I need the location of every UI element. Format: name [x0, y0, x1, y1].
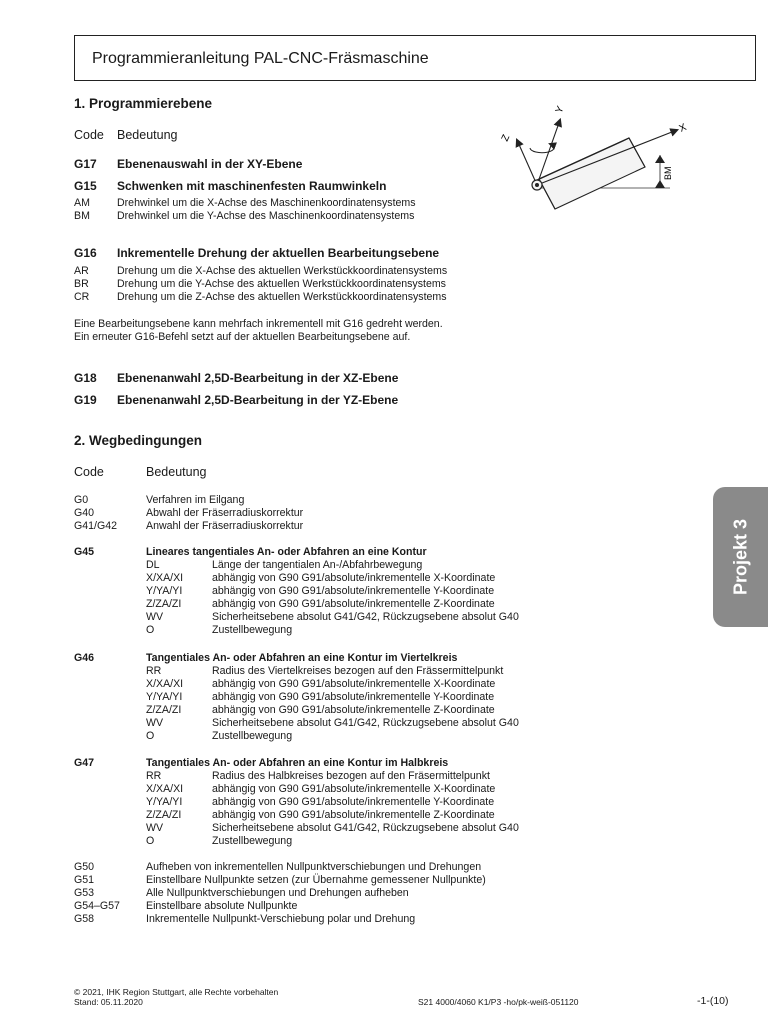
g15-param-text: Drehwinkel um die Y-Achse des Maschinenkoordinatensystems — [117, 210, 415, 222]
g47-param-code: Z/ZA/ZI — [146, 809, 182, 821]
coordinate-diagram — [495, 100, 710, 212]
g45-param-code: WV — [146, 611, 164, 623]
g16-param-code: BR — [74, 278, 89, 290]
axis-z-label: Z — [499, 133, 513, 144]
g15-code: G15 — [74, 179, 97, 193]
g16-param-text: Drehung um die Y-Achse des aktuellen Werkstückkoordinatensystems — [117, 278, 446, 290]
g47-text: Tangentiales An- oder Abfahren an eine Kontur im Halbkreis — [146, 757, 449, 769]
s2-col-meaning: Bedeutung — [146, 465, 207, 479]
g46-param-text: Sicherheitsebene absolut G41/G42, Rückzugsebene absolut G40 — [212, 717, 519, 729]
g16-note-2: Ein erneuter G16-Befehl setzt auf der aktuellen Bearbeitungsebene auf. — [74, 331, 411, 343]
g53-code: G53 — [74, 887, 95, 899]
g47-param-text: Zustellbewegung — [212, 835, 293, 847]
g18-code: G18 — [74, 371, 97, 385]
g47-code: G47 — [74, 757, 95, 769]
g58-text: Inkrementelle Nullpunkt-Verschiebung polar und Drehung — [146, 913, 416, 925]
g47-param-code: WV — [146, 822, 164, 834]
g47-param-text: Sicherheitsebene absolut G41/G42, Rückzugsebene absolut G40 — [212, 822, 519, 834]
section2-heading: 2. Wegbedingungen — [74, 433, 202, 448]
g45-param-text: abhängig von G90 G91/absolute/inkrementelle X-Koordinate — [212, 572, 496, 584]
g18-text: Ebenenanwahl 2,5D-Bearbeitung in der XZ-Ebene — [117, 371, 399, 385]
s1-col-code: Code — [74, 128, 104, 142]
g47-param-code: O — [146, 835, 155, 847]
g47-param-code: X/XA/XI — [146, 783, 184, 795]
g45-param-text: abhängig von G90 G91/absolute/inkrementelle Y-Koordinate — [212, 585, 495, 597]
g45-param-code: O — [146, 624, 155, 636]
g46-param-text: abhängig von G90 G91/absolute/inkrementelle Z-Koordinate — [212, 704, 495, 716]
g47-param-text: abhängig von G90 G91/absolute/inkrementelle Y-Koordinate — [212, 796, 495, 808]
g53-text: Alle Nullpunktverschiebungen und Drehungen aufheben — [146, 887, 409, 899]
title-box — [74, 35, 756, 81]
footer-page-number: -1-(10) — [697, 995, 729, 1007]
project-tab — [713, 487, 768, 627]
g45-param-text: Sicherheitsebene absolut G41/G42, Rückzugsebene absolut G40 — [212, 611, 519, 623]
g40-code: G40 — [74, 507, 95, 519]
g51-code: G51 — [74, 874, 95, 886]
g54-text: Einstellbare absolute Nullpunkte — [146, 900, 298, 912]
g45-text: Lineares tangentiales An- oder Abfahren an eine Kontur — [146, 546, 427, 558]
g46-text: Tangentiales An- oder Abfahren an eine Kontur im Viertelkreis — [146, 652, 458, 664]
g54-code: G54–G57 — [74, 900, 120, 912]
g15-param-text: Drehwinkel um die X-Achse des Maschinenkoordinatensystems — [117, 197, 416, 209]
g15-param-code: AM — [74, 197, 90, 209]
g16-code: G16 — [74, 246, 97, 260]
footer-copyright: © 2021, IHK Region Stuttgart, alle Rechte vorbehalten — [74, 987, 279, 997]
g47-param-text: Radius des Halbkreises bezogen auf den Fräsermittelpunkt — [212, 770, 490, 782]
g45-param-code: Z/ZA/ZI — [146, 598, 182, 610]
g51-text: Einstellbare Nullpunkte setzen (zur Übernahme gemessener Nullpunkte) — [146, 874, 486, 886]
g45-code: G45 — [74, 546, 95, 558]
g46-param-code: Z/ZA/ZI — [146, 704, 182, 716]
g46-param-text: abhängig von G90 G91/absolute/inkrementelle Y-Koordinate — [212, 691, 495, 703]
g17-text: Ebenenauswahl in der XY-Ebene — [117, 157, 303, 171]
g41-code: G41/G42 — [74, 520, 117, 532]
g16-param-code: CR — [74, 291, 90, 303]
g16-param-text: Drehung um die X-Achse des aktuellen Werkstückkoordinatensystems — [117, 265, 448, 277]
g46-param-text: Radius des Viertelkreises bezogen auf den Frässermittelpunkt — [212, 665, 504, 677]
footer-doc-ref: S21 4000/4060 K1/P3 -ho/pk-weiß-051120 — [418, 997, 579, 1007]
g45-param-code: DL — [146, 559, 160, 571]
g40-text: Abwahl der Fräserradiuskorrektur — [146, 507, 304, 519]
axis-y-label: Y — [553, 104, 567, 116]
g17-code: G17 — [74, 157, 97, 171]
g45-param-code: Y/YA/YI — [146, 585, 183, 597]
project-tab-label: Projekt 3 — [730, 518, 750, 596]
g47-param-text: abhängig von G90 G91/absolute/inkrementelle Z-Koordinate — [212, 809, 495, 821]
angle-bm-label: BM — [663, 166, 673, 180]
s1-col-meaning: Bedeutung — [117, 128, 178, 142]
g47-param-text: abhängig von G90 G91/absolute/inkrementelle X-Koordinate — [212, 783, 496, 795]
g19-code: G19 — [74, 393, 97, 407]
g46-param-code: RR — [146, 665, 162, 677]
g16-text: Inkrementelle Drehung der aktuellen Bearbeitungsebene — [117, 246, 440, 260]
footer-date: Stand: 05.11.2020 — [74, 997, 143, 1007]
g19-text: Ebenenanwahl 2,5D-Bearbeitung in der YZ-Ebene — [117, 393, 399, 407]
g16-note-1: Eine Bearbeitungsebene kann mehrfach inkrementell mit G16 gedreht werden. — [74, 318, 443, 330]
g47-param-code: Y/YA/YI — [146, 796, 183, 808]
g46-param-code: X/XA/XI — [146, 678, 184, 690]
section1-heading: 1. Programmierebene — [74, 96, 213, 111]
g41-text: Anwahl der Fräserradiuskorrektur — [146, 520, 304, 532]
g46-param-code: O — [146, 730, 155, 742]
g46-param-text: Zustellbewegung — [212, 730, 293, 742]
g46-code: G46 — [74, 652, 95, 664]
g15-param-code: BM — [74, 210, 90, 222]
g16-param-code: AR — [74, 265, 89, 277]
g46-param-code: Y/YA/YI — [146, 691, 183, 703]
g46-param-code: WV — [146, 717, 164, 729]
g45-param-text: Zustellbewegung — [212, 624, 293, 636]
g45-param-code: X/XA/XI — [146, 572, 184, 584]
g58-code: G58 — [74, 913, 95, 925]
g47-param-code: RR — [146, 770, 162, 782]
g46-param-text: abhängig von G90 G91/absolute/inkrementelle X-Koordinate — [212, 678, 496, 690]
page-title: Programmieranleitung PAL-CNC-Fräsmaschine — [92, 50, 429, 67]
axis-x-label: X — [677, 121, 689, 135]
s2-col-code: Code — [74, 465, 104, 479]
g0-text: Verfahren im Eilgang — [146, 494, 245, 506]
g15-text: Schwenken mit maschinenfesten Raumwinkeln — [117, 179, 387, 193]
g50-text: Aufheben von inkrementellen Nullpunktverschiebungen und Drehungen — [146, 861, 482, 873]
g45-param-text: Länge der tangentialen An-/Abfahrbewegung — [212, 559, 423, 571]
g16-param-text: Drehung um die Z-Achse des aktuellen Werkstückkoordinatensystems — [117, 291, 447, 303]
g50-code: G50 — [74, 861, 95, 873]
g45-param-text: abhängig von G90 G91/absolute/inkrementelle Z-Koordinate — [212, 598, 495, 610]
g0-code: G0 — [74, 494, 89, 506]
